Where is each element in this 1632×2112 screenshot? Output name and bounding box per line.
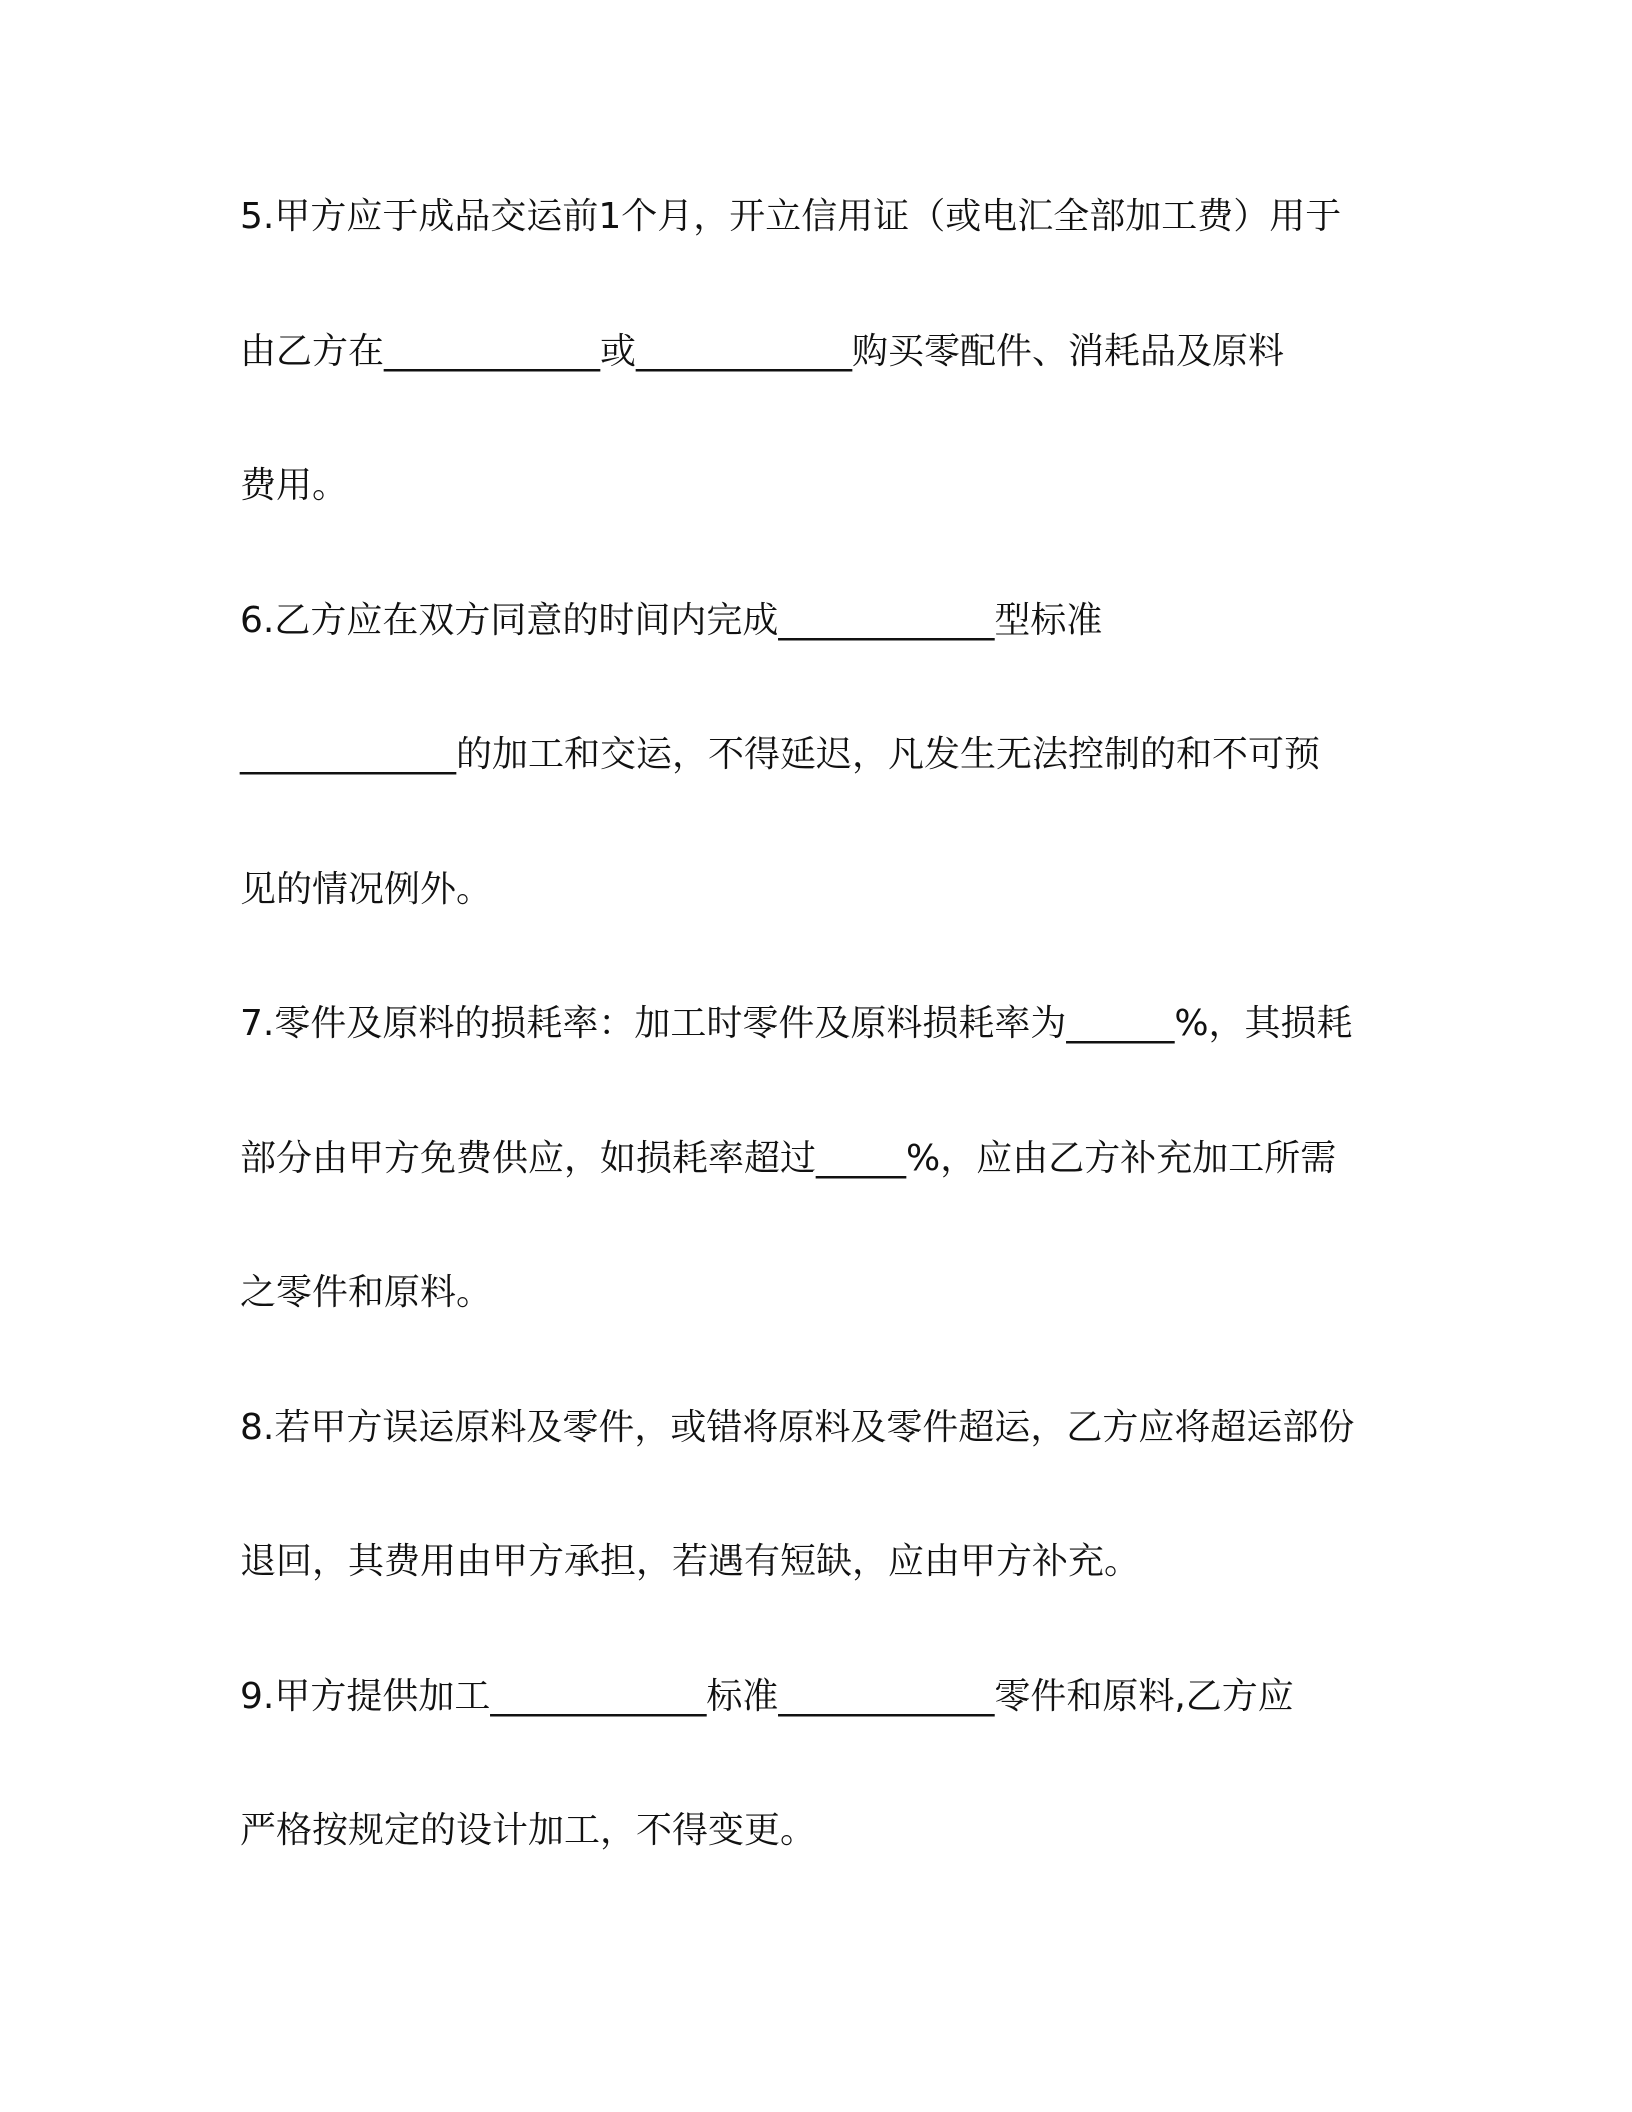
- clause-5-line-3: 费用。: [240, 465, 349, 506]
- clause-5-line-1: 5.甲方应于成品交运前1个月，开立信用证（或电汇全部加工费）用于: [240, 196, 1342, 237]
- clause-7-line-1: 7.零件及原料的损耗率：加工时零件及原料损耗率为______%，其损耗: [240, 1003, 1353, 1044]
- clause-8-line-1: 8.若甲方误运原料及零件，或错将原料及零件超运，乙方应将超运部份: [240, 1407, 1355, 1448]
- clause-7-line-2: 部分由甲方免费供应，如损耗率超过_____%，应由乙方补充加工所需: [240, 1138, 1337, 1179]
- clause-8-line-2: 退回，其费用由甲方承担，若遇有短缺，应由甲方补充。: [240, 1541, 1141, 1582]
- clause-6-line-2: ____________的加工和交运，不得延迟，凡发生无法控制的和不可预: [240, 734, 1321, 775]
- clause-6-line-3: 见的情况例外。: [240, 869, 493, 910]
- clause-9-line-1: 9.甲方提供加工____________标准____________零件和原料,乙方应: [240, 1676, 1294, 1717]
- clause-7-line-3: 之零件和原料。: [240, 1272, 493, 1313]
- clause-5-line-2: 由乙方在____________或____________购买零配件、消耗品及原料: [240, 331, 1285, 372]
- clause-6-line-1: 6.乙方应在双方同意的时间内完成____________型标准: [240, 600, 1103, 641]
- clause-9-line-2: 严格按规定的设计加工，不得变更。: [240, 1810, 817, 1851]
